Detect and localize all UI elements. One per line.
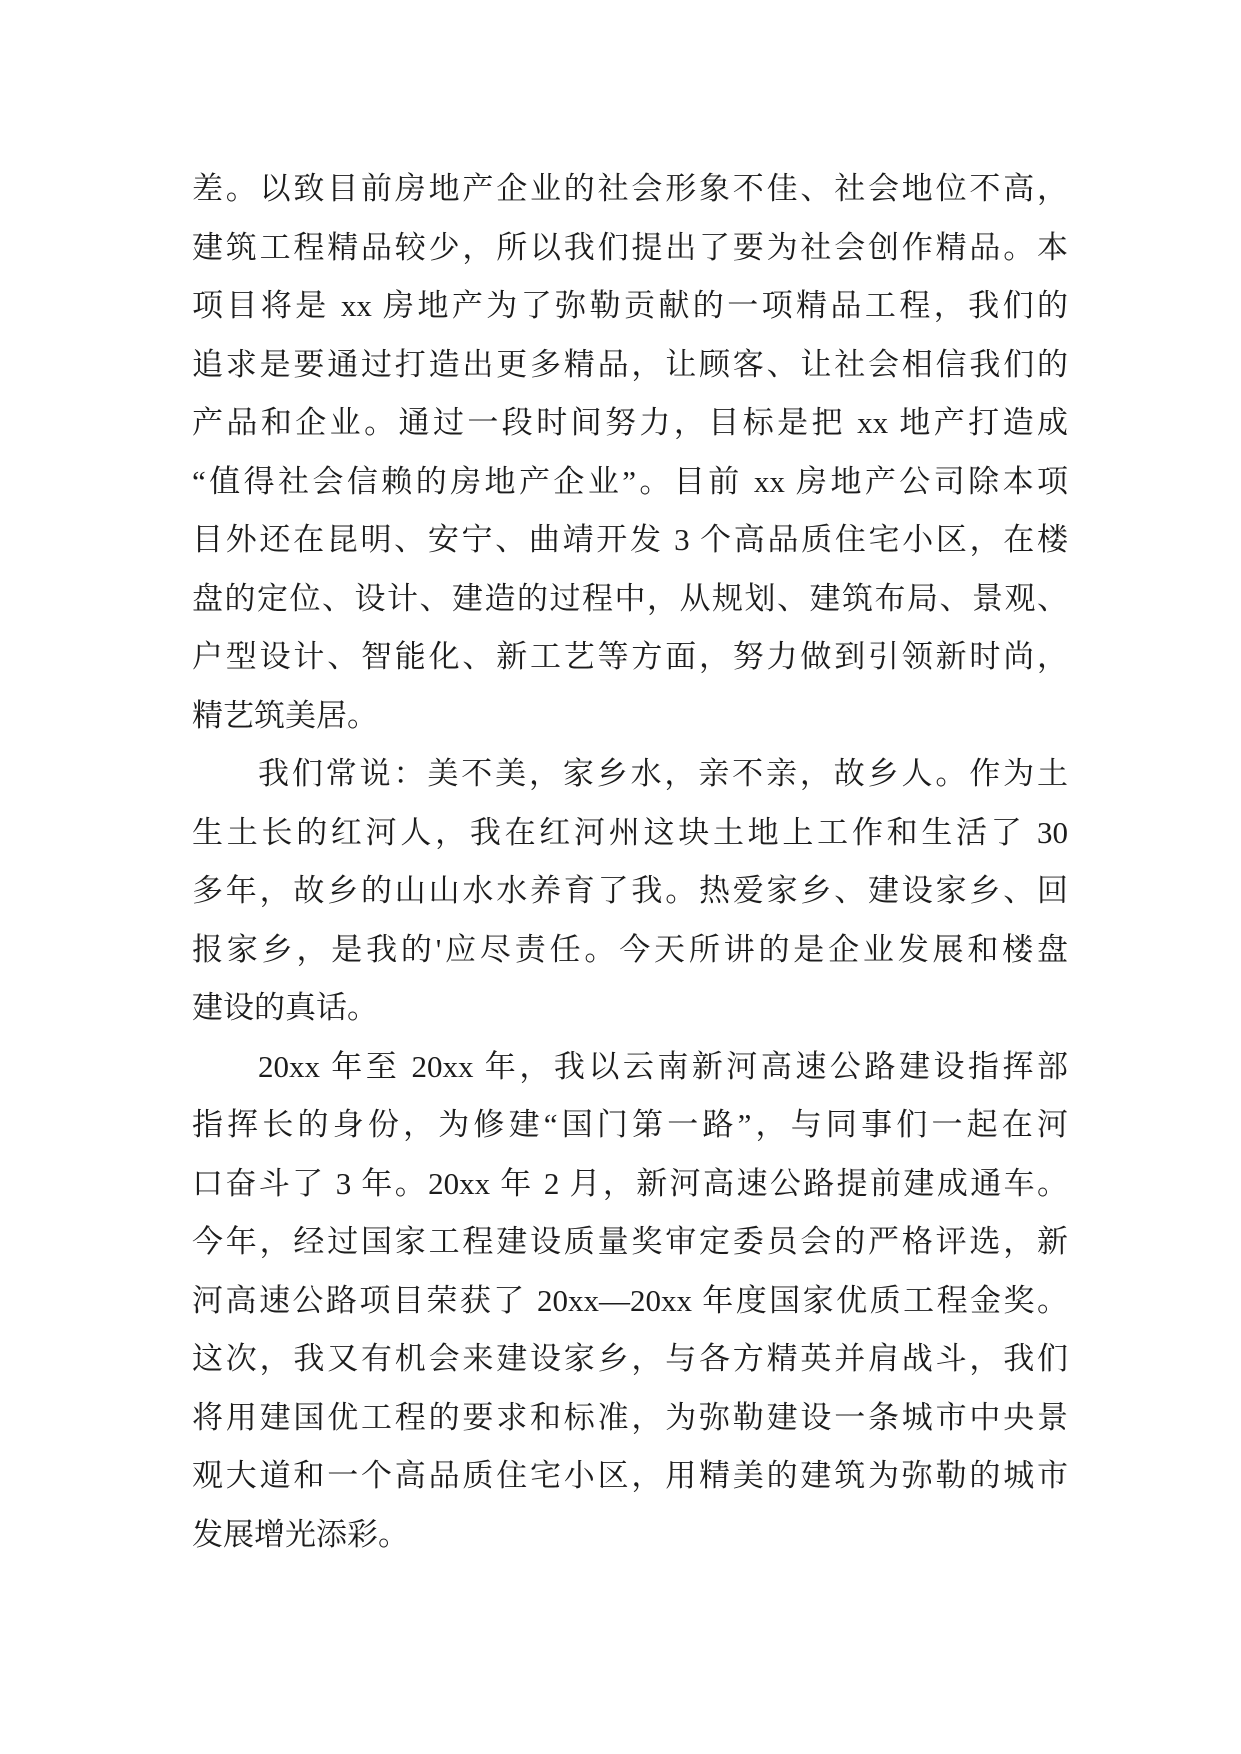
text-line: 指挥长的身份，为修建“国门第一路”，与同事们一起在河 <box>192 1107 1068 1142</box>
text-line: 河高速公路项目荣获了 20xx—20xx 年度国家优质工程金奖。 <box>192 1282 1068 1318</box>
text-line: 观大道和一个高品质住宅小区，用精美的建筑为弥勒的城市 <box>192 1458 1068 1493</box>
text-line: 追求是要通过打造出更多精品，让顾客、让社会相信我们的 <box>192 346 1068 382</box>
text-line: 我们常说：美不美，家乡水，亲不亲，故乡人。作为土 <box>258 756 1068 791</box>
document-body <box>192 160 1068 1564</box>
text-line: 口奋斗了 3 年。20xx 年 2 月，新河高速公路提前建成通车。 <box>192 1165 1068 1201</box>
text-line: 目外还在昆明、安宁、曲靖开发 3 个高品质住宅小区，在楼 <box>192 522 1068 557</box>
text-line: 将用建国优工程的要求和标准，为弥勒建设一条城市中央景 <box>192 1399 1068 1435</box>
paragraph-2 <box>192 745 1068 1038</box>
text-line: “值得社会信赖的房地产企业”。目前 xx 房地产公司除本项 <box>192 463 1068 499</box>
text-line: 生土长的红河人，我在红河州这块土地上工作和生活了 30 <box>192 814 1068 850</box>
text-line: 建设的真话。 <box>192 990 378 1025</box>
text-line: 差。以致目前房地产企业的社会形象不佳、社会地位不高， <box>192 171 1068 206</box>
text-line: 户型设计、智能化、新工艺等方面，努力做到引领新时尚， <box>192 639 1068 674</box>
paragraph-1 <box>192 160 1068 745</box>
text-line: 建筑工程精品较少，所以我们提出了要为社会创作精品。本 <box>192 229 1068 265</box>
paragraph-3 <box>192 1038 1068 1565</box>
text-line: 20xx 年至 20xx 年，我以云南新河高速公路建设指挥部 <box>258 1048 1068 1084</box>
text-line: 盘的定位、设计、建造的过程中，从规划、建筑布局、景观、 <box>192 580 1068 616</box>
text-line: 今年，经过国家工程建设质量奖审定委员会的严格评选，新 <box>192 1224 1068 1259</box>
text-line: 项目将是 xx 房地产为了弥勒贡献的一项精品工程，我们的 <box>192 288 1068 323</box>
text-line: 发展增光添彩。 <box>192 1516 409 1552</box>
text-line: 产品和企业。通过一段时间努力，目标是把 xx 地产打造成 <box>192 405 1068 440</box>
text-line: 这次，我又有机会来建设家乡，与各方精英并肩战斗，我们 <box>192 1341 1068 1376</box>
text-line: 报家乡，是我的'应尽责任。今天所讲的是企业发展和楼盘 <box>192 931 1068 967</box>
text-line: 精艺筑美居。 <box>192 697 378 733</box>
text-line: 多年，故乡的山山水水养育了我。热爱家乡、建设家乡、回 <box>192 873 1068 908</box>
